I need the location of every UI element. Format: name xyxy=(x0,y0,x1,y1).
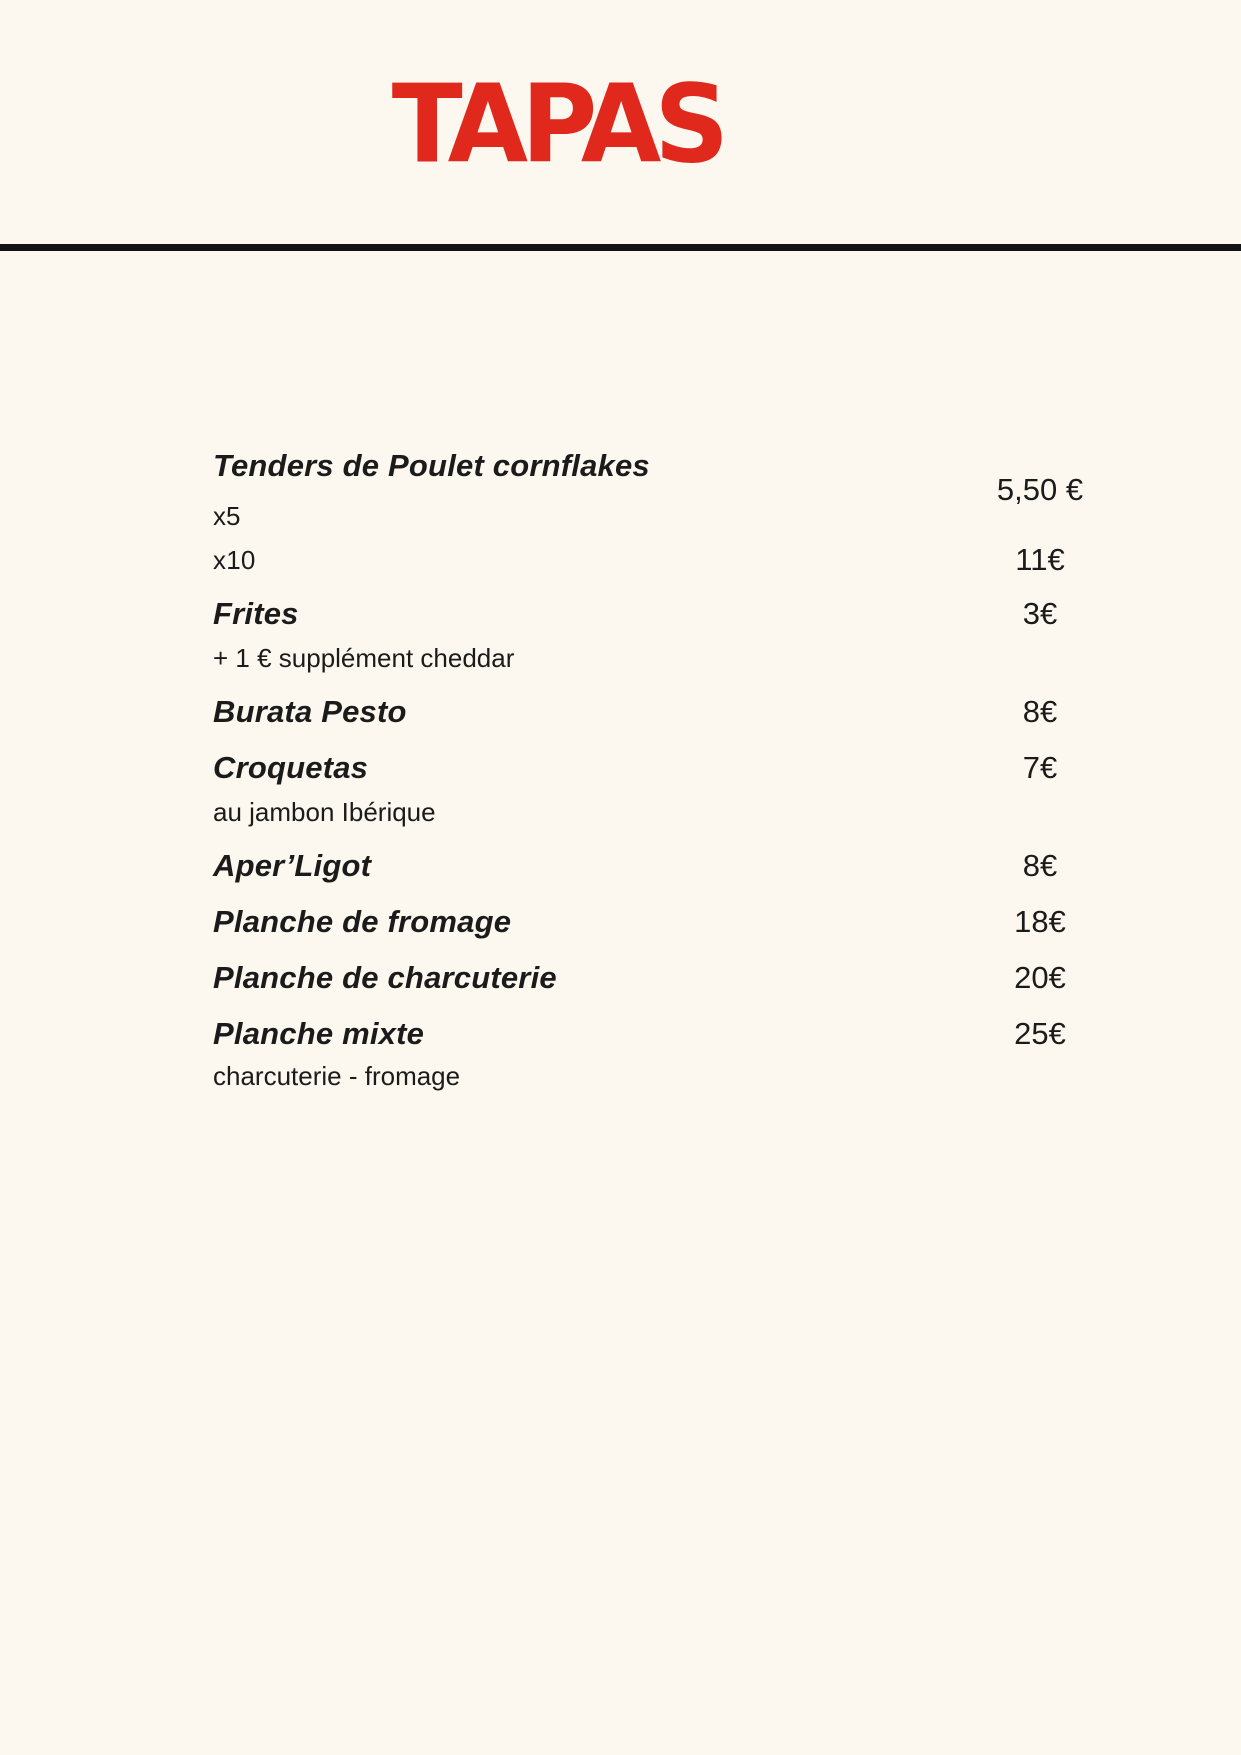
menu-item-croquetas xyxy=(213,749,1125,829)
item-description: + 1 € supplément cheddar xyxy=(213,643,515,673)
menu-item-aperligot xyxy=(213,847,1125,885)
item-text-block xyxy=(213,1015,955,1093)
item-price: 8€ xyxy=(1022,848,1058,883)
item-name: Tenders de Poulet cornflakes xyxy=(213,448,650,483)
item-text-block xyxy=(213,693,955,731)
item-name: Planche de fromage xyxy=(213,904,512,939)
menu-item-tenders-x10 xyxy=(213,543,1125,577)
item-name: Croquetas xyxy=(213,750,369,785)
item-price: 3€ xyxy=(1022,596,1058,631)
menu-item-planche-mixte xyxy=(213,1015,1125,1093)
menu-list xyxy=(213,447,1125,1093)
item-text-block xyxy=(213,847,955,885)
item-name: Frites xyxy=(213,596,299,631)
page-title: TAPAS xyxy=(391,60,723,188)
item-price: 11€ xyxy=(1015,542,1065,577)
item-variant-x10: x10 xyxy=(213,545,256,575)
item-name: Planche mixte xyxy=(213,1016,425,1051)
item-text-block xyxy=(213,543,955,577)
item-name: Planche de charcuterie xyxy=(213,960,557,995)
item-name: Aper’Ligot xyxy=(213,848,372,883)
item-text-block xyxy=(213,447,955,533)
item-price: 5,50 € xyxy=(996,472,1084,507)
divider-rule xyxy=(0,244,1241,251)
menu-item-planche-charcuterie xyxy=(213,959,1125,997)
item-name: Burata Pesto xyxy=(213,694,407,729)
menu-item-planche-fromage xyxy=(213,903,1125,941)
page-header xyxy=(0,0,1114,188)
item-price: 25€ xyxy=(1014,1016,1066,1051)
item-price: 7€ xyxy=(1022,750,1058,785)
menu-item-burata-pesto xyxy=(213,693,1125,731)
item-text-block xyxy=(213,595,955,675)
item-text-block xyxy=(213,959,955,997)
item-description: au jambon Ibérique xyxy=(213,797,436,827)
item-text-block xyxy=(213,749,955,829)
item-variant-x5: x5 xyxy=(213,501,241,531)
item-text-block xyxy=(213,903,955,941)
item-price: 20€ xyxy=(1014,960,1066,995)
item-description: charcuterie - fromage xyxy=(213,1061,461,1091)
menu-item-tenders xyxy=(213,447,1125,533)
item-price: 18€ xyxy=(1014,904,1066,939)
item-price: 8€ xyxy=(1022,694,1058,729)
menu-item-frites xyxy=(213,595,1125,675)
